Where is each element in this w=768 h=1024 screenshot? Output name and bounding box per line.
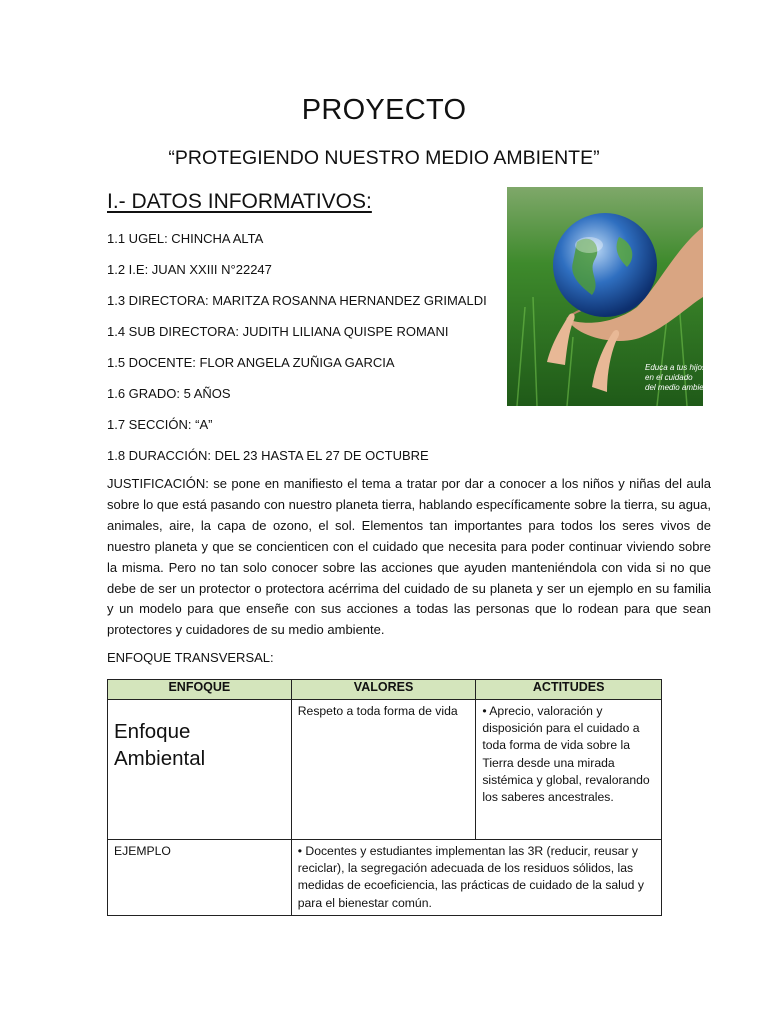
table-row bbox=[108, 840, 662, 916]
photo-caption-line-3: del medio ambiente bbox=[645, 383, 715, 392]
project-subtitle: “PROTEGIENDO NUESTRO MEDIO AMBIENTE” bbox=[168, 147, 600, 169]
ejemplo-text-cell: • Docentes y estudiantes implementan las 3R (reducir, reusar y reciclar), la segregación adecuada de los residuos sólidos, las medidas de ecoeficiencia, las prácticas de cuidado de la salud y para el bienestar común. bbox=[291, 840, 661, 916]
header-actitudes: ACTITUDES bbox=[476, 680, 662, 700]
valores-cell: Respeto a toda forma de vida bbox=[291, 700, 476, 840]
table-row bbox=[108, 700, 662, 840]
document-title: PROYECTO bbox=[301, 94, 467, 126]
enfoque-cell: Enfoque Ambiental bbox=[108, 700, 292, 840]
enfoque-transversal-label: ENFOQUE TRANSVERSAL: bbox=[107, 650, 274, 665]
photo-caption-line-2: en el cuidado bbox=[645, 373, 693, 382]
info-item-duracion: 1.8 DURACCIÓN: DEL 23 HASTA EL 27 DE OCTUBRE bbox=[107, 448, 429, 463]
photo-caption-line-1: Educa a tus hijos bbox=[645, 363, 706, 372]
info-list bbox=[107, 231, 487, 479]
info-item-docente: 1.5 DOCENTE: FLOR ANGELA ZUÑIGA GARCIA bbox=[107, 355, 395, 370]
info-item-subdirectora: 1.4 SUB DIRECTORA: JUDITH LILIANA QUISPE ROMANI bbox=[107, 324, 449, 339]
info-item-grado: 1.6 GRADO: 5 AÑOS bbox=[107, 386, 231, 401]
justification-paragraph: JUSTIFICACIÓN: se pone en manifiesto el tema a tratar por dar a conocer a los niños y niñas del aula sobre lo que está pasando con nuestro planeta tierra, hablando específicamente sobre la tierra, su agua, animales, aire, la capa de ozono, el sol. Elementos tan importantes para todos los seres vivos de nuestro planeta y que se concienticen con el cuidado que necesita para poder continuar viviendo sobre la misma. Pero no tan solo conocer sobre las acciones que ayuden manteniéndola con vida si no que debe de ser un protector o protectora acérrima del cuidado de su planeta y ser un ejemplo en su familia y un modelo para que enseñe con sus acciones a todas las personas que lo rodean para que sean protectores y cuidadores de su medio ambiente. bbox=[107, 476, 711, 638]
header-valores: VALORES bbox=[291, 680, 476, 700]
table-header-row bbox=[108, 680, 662, 700]
actitudes-cell: • Aprecio, valoración y disposición para el cuidado a toda forma de vida sobre la Tierra desde una mirada sistémica y global, revalorando los saberes ancestrales. bbox=[476, 700, 662, 840]
info-item-seccion: 1.7 SECCIÓN: “A” bbox=[107, 417, 213, 432]
earth-hands-photo bbox=[507, 187, 715, 406]
header-enfoque: ENFOQUE bbox=[108, 680, 292, 700]
info-item-ugel: 1.1 UGEL: CHINCHA ALTA bbox=[107, 231, 264, 246]
enfoque-table bbox=[107, 679, 662, 916]
section-heading: I.- DATOS INFORMATIVOS: bbox=[107, 190, 372, 213]
info-item-directora: 1.3 DIRECTORA: MARITZA ROSANNA HERNANDEZ GRIMALDI bbox=[107, 293, 487, 308]
info-item-ie: 1.2 I.E: JUAN XXIII N°22247 bbox=[107, 262, 272, 277]
ejemplo-label-cell: EJEMPLO bbox=[108, 840, 292, 916]
